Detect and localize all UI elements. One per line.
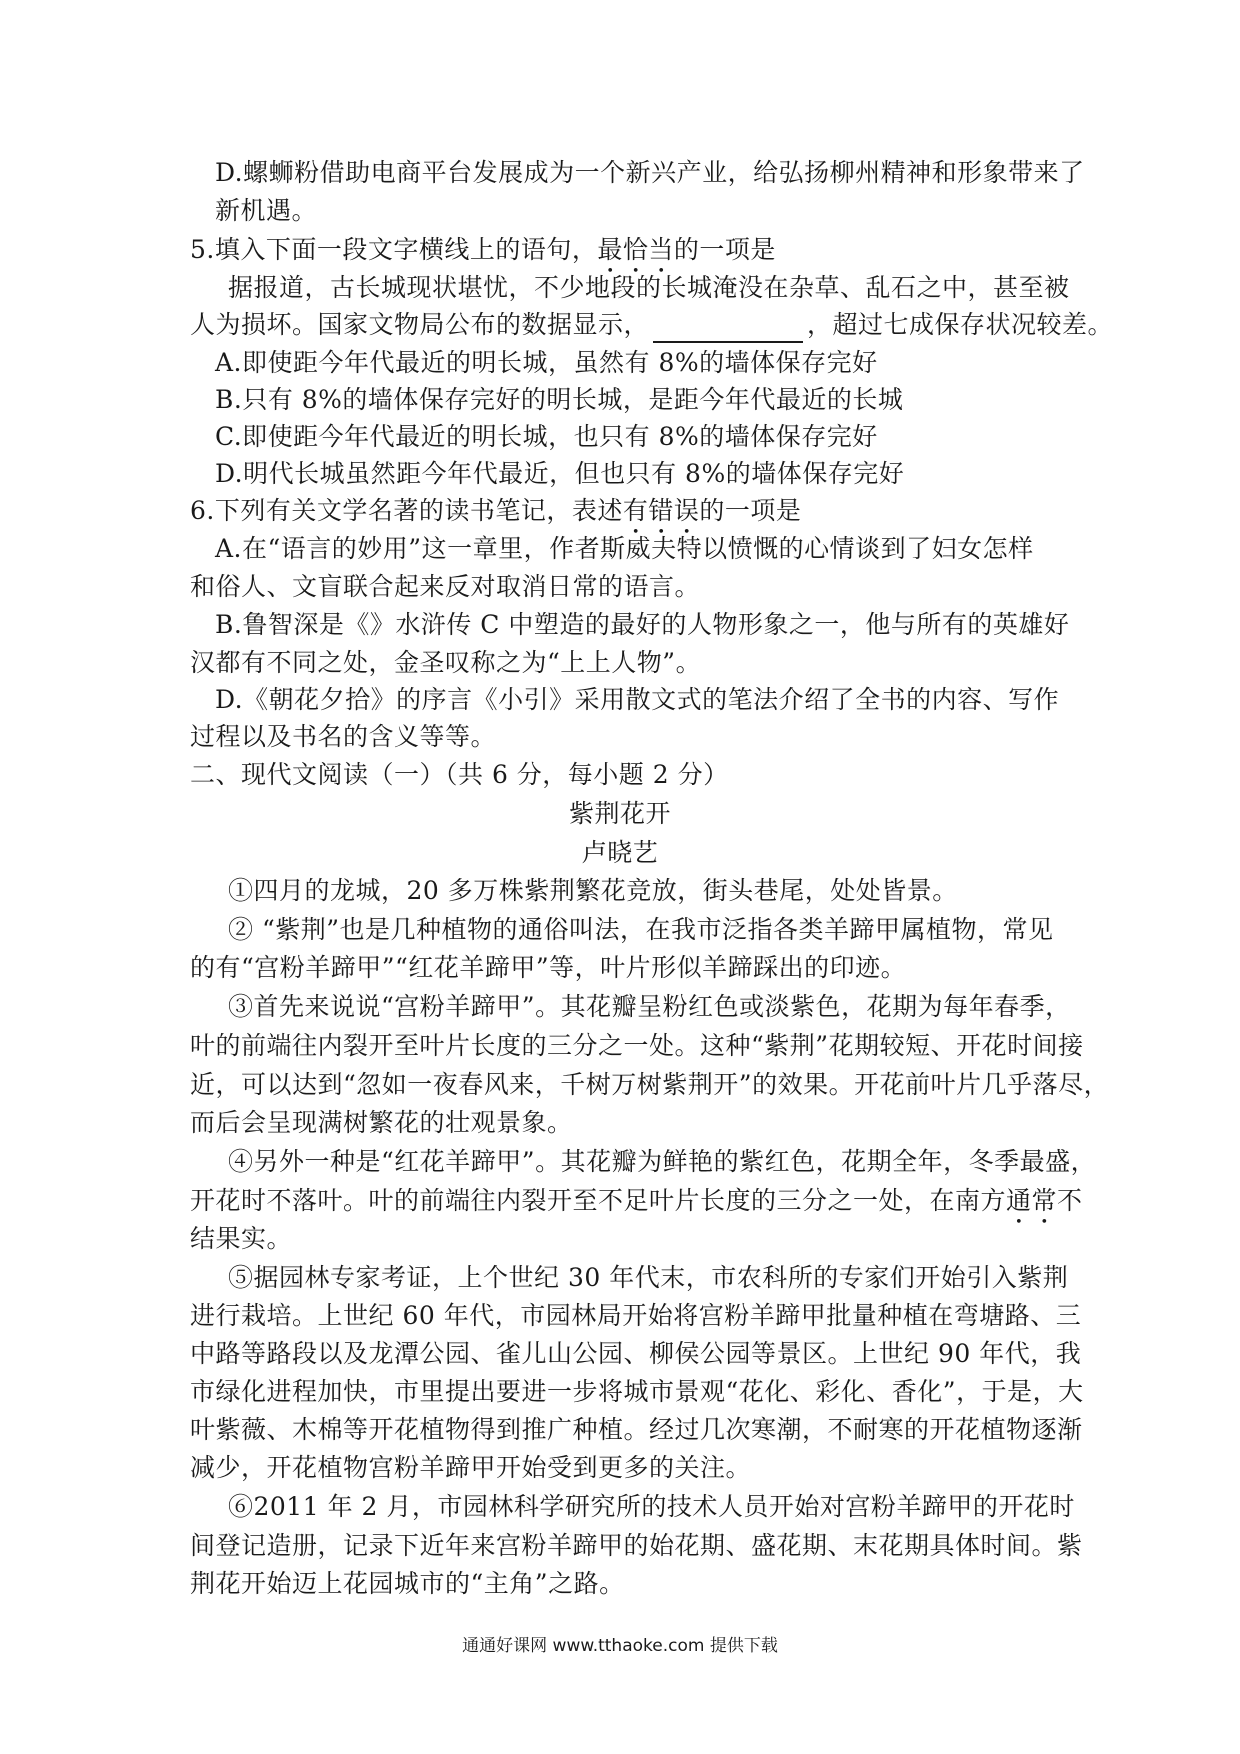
article-title: 紫荆花开 [568, 799, 671, 828]
paragraph-5-line4: 市绿化进程加快，市里提出要进一步将城市景观“花化、彩化、香化”，于是，大 [190, 1377, 1084, 1406]
q5-passage-before-blank: 人为损坏。国家文物局公布的数据显示， [190, 310, 650, 339]
q6-stem-prefix: 6.下列有关文学名著的读书笔记，表述 [190, 496, 623, 525]
paragraph-5-line1: ⑤据园林专家考证，上个世纪 30 年代末，市农科所的专家们开始引入紫荆 [228, 1263, 1069, 1292]
q5-passage-line1: 据报道，古长城现状堪忧，不少地段的长城淹没在杂草、乱石之中，甚至被 [228, 273, 1070, 302]
paragraph-3-line4: 而后会呈现满树繁花的壮观景象。 [190, 1108, 573, 1137]
q4-option-d-line2: 新机遇。 [215, 196, 318, 225]
q5-option-b: B.只有 8%的墙体保存完好的明长城，是距今年代最近的长城 [215, 385, 904, 414]
q6-option-b-line1: B.鲁智深是《》水浒传 C 中塑造的最好的人物形象之一，他与所有的英雄好 [215, 610, 1070, 639]
page-footer: 通通好课网 www.tthaoke.com 提供下载 [462, 1636, 778, 1656]
q5-answer-blank [653, 317, 803, 343]
section-heading: 二、现代文阅读（一）（共 6 分，每小题 2 分） [190, 760, 729, 789]
paragraph-5-line5: 叶紫薇、木棉等开花植物得到推广种植。经过几次寒潮，不耐寒的开花植物逐渐 [190, 1415, 1083, 1444]
q5-stem-suffix: 的一项是 [673, 235, 776, 264]
paragraph-4-line2 [190, 1183, 1083, 1230]
q5-passage-after-blank: ，超过七成保存状况较差。 [807, 310, 1114, 339]
q5-option-a: A.即使距今年代最近的明长城，虽然有 8%的墙体保存完好 [215, 348, 878, 377]
q5-option-c: C.即使距今年代最近的明长城，也只有 8%的墙体保存完好 [215, 422, 878, 451]
paragraph-5-line3: 中路等路段以及龙潭公园、雀儿山公园、柳侯公园等景区。上世纪 90 年代，我 [190, 1339, 1082, 1368]
q6-option-b-line2: 汉都有不同之处，金圣叹称之为“上上人物”。 [190, 648, 702, 677]
paragraph-3-line3: 近，可以达到“忽如一夜春风来，千树万树紫荆开”的效果。开花前叶片几乎落尽， [190, 1070, 1110, 1099]
q6-stem-suffix: 的一项是 [699, 496, 802, 525]
paragraph-3-line2: 叶的前端往内裂开至叶片长度的三分之一处。这种“紫荆”花期较短、开花时间接 [190, 1031, 1084, 1060]
paragraph-4-line1: ④另外一种是“红花羊蹄甲”。其花瓣为鲜艳的紫红色，花期全年，冬季最盛， [228, 1147, 1097, 1176]
paragraph-4-line2-after: 不 [1057, 1186, 1083, 1215]
q6-stem-emphasis: 有错误 [622, 496, 700, 525]
paragraph-5-line2: 进行栽培。上世纪 60 年代，市园林局开始将宫粉羊蹄甲批量种植在弯塘路、三 [190, 1301, 1082, 1330]
paragraph-4-line3: 结果实。 [190, 1224, 293, 1253]
paragraph-2-line2: 的有“宫粉羊蹄甲”“红花羊蹄甲”等，叶片形似羊蹄踩出的印迹。 [190, 953, 907, 982]
q6-option-a-line1: A.在“语言的妙用”这一章里，作者斯威夫特以愤慨的心情谈到了妇女怎样 [215, 534, 1034, 563]
q4-option-d-line1: D.螺蛳粉借助电商平台发展成为一个新兴产业，给弘扬柳州精神和形象带来了 [215, 158, 1085, 187]
q5-passage-line2 [190, 307, 1113, 343]
q5-stem-emphasis: 最恰当 [597, 235, 674, 264]
article-author: 卢晓艺 [581, 838, 659, 867]
q6-option-d-line1: D.《朝花夕拾》的序言《小引》采用散文式的笔法介绍了全书的内容、写作 [215, 685, 1060, 714]
paragraph-3-line1: ③首先来说说“宫粉羊蹄甲”。其花瓣呈粉红色或淡紫色，花期为每年春季， [228, 992, 1071, 1021]
paragraph-6-line1: ⑥2011 年 2 月，市园林科学研究所的技术人员开始对宫粉羊蹄甲的开花时 [228, 1492, 1075, 1521]
paragraph-2-line1: ② “紫荆”也是几种植物的通俗叫法，在我市泛指各类羊蹄甲属植物，常见 [228, 915, 1054, 944]
q6-option-a-line2: 和俗人、文盲联合起来反对取消日常的语言。 [190, 572, 701, 601]
paragraph-6-line3: 荆花开始迈上花园城市的“主角”之路。 [190, 1569, 625, 1598]
paragraph-5-line6: 减少，开花植物宫粉羊蹄甲开始受到更多的关注。 [190, 1453, 752, 1482]
paragraph-4-line2-before: 开花时不落叶。叶的前端往内裂开至不足叶片长度的三分之一处，在南方 [190, 1186, 1007, 1215]
q5-stem-prefix: 5.填入下面一段文字横线上的语句， [190, 235, 598, 264]
paragraph-6-line2: 间登记造册，记录下近年来宫粉羊蹄甲的始花期、盛花期、末花期具体时间。紫 [190, 1531, 1083, 1560]
paragraph-1: ①四月的龙城，20 多万株紫荆繁花竞放，街头巷尾，处处皆景。 [228, 876, 958, 905]
paragraph-4-emphasis: 通常 [1006, 1186, 1058, 1215]
q5-option-d: D.明代长城虽然距今年代最近，但也只有 8%的墙体保存完好 [215, 459, 905, 488]
q6-option-d-line2: 过程以及书名的含义等等。 [190, 722, 497, 751]
